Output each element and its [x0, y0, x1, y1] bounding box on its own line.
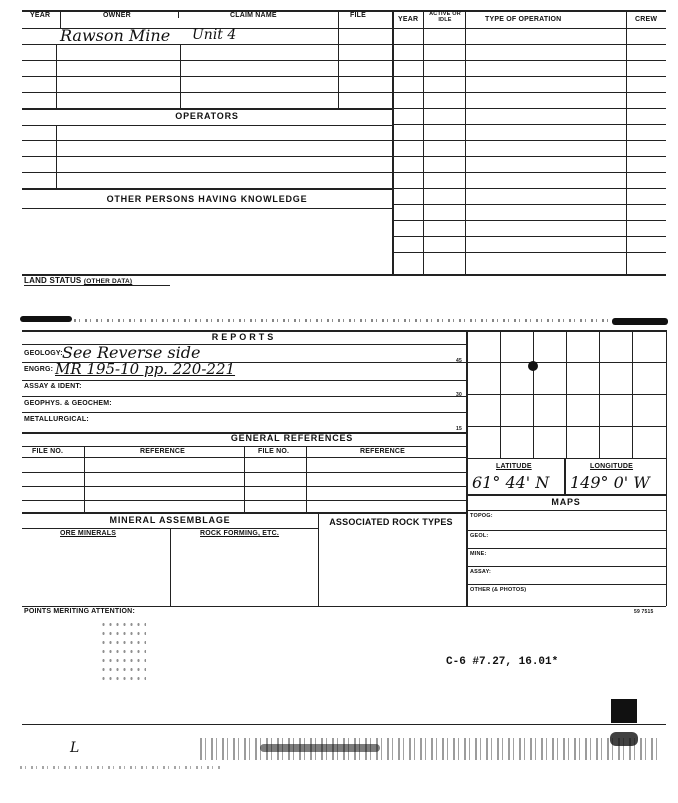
latitude-value: 61° 44' N: [472, 473, 550, 492]
engrg-value: MR 195-10 pp. 220-221: [55, 360, 236, 378]
general-references-title: GENERAL REFERENCES: [230, 433, 354, 443]
header-year-2: YEAR: [398, 16, 419, 23]
geology-value: See Reverse side: [62, 343, 201, 362]
associated-rock-types-text: ASSOCIATED ROCK TYPES: [329, 517, 453, 527]
side-number-30: 30: [456, 392, 462, 398]
metallurgical-label: METALLURGICAL:: [24, 416, 89, 423]
engrg-label: ENGRG:: [24, 366, 54, 373]
header-file: FILE: [350, 12, 366, 19]
operators-label: OPERATORS: [175, 111, 239, 121]
maps-title: MAPS: [551, 497, 581, 507]
maps-assay: ASSAY:: [470, 569, 492, 575]
mineral-assemblage-title: MINERAL ASSEMBLAGE: [109, 515, 231, 525]
land-status-label: [24, 276, 132, 285]
form-number: 59 7515: [634, 609, 654, 615]
rock-forming-label: ROCK FORMING, ETC.: [200, 530, 280, 537]
side-number-15: 15: [456, 426, 462, 432]
longitude-value: 149° 0' W: [570, 473, 650, 492]
header-active-or-idle-text: ACTIVE OR IDLE: [429, 11, 461, 23]
side-number-45: 45: [456, 358, 462, 364]
typed-note: C-6 #7.27, 16.01*: [446, 656, 559, 668]
maps-mine: MINE:: [470, 551, 487, 557]
header-claim-name: CLAIM NAME: [230, 12, 277, 19]
col-reference-2: REFERENCE: [360, 448, 405, 455]
geophys-label: GEOPHYS. & GEOCHEM:: [24, 400, 112, 407]
location-dot-icon: [528, 361, 538, 371]
header-active-or-idle: [426, 11, 464, 23]
header-type-of-operation: TYPE OF OPERATION: [485, 16, 562, 23]
maps-geol: GEOL:: [470, 533, 489, 539]
header-year: YEAR: [30, 12, 51, 19]
footer-mark: L: [70, 740, 80, 756]
longitude-label: LONGITUDE: [590, 463, 634, 470]
col-file-no: FILE NO.: [32, 448, 64, 455]
land-status-note: (OTHER DATA): [83, 278, 133, 285]
reports-title: REPORTS: [211, 332, 277, 342]
land-status-title: LAND STATUS: [24, 276, 82, 285]
col-file-no-2: FILE NO.: [258, 448, 290, 455]
header-owner: OWNER: [103, 12, 131, 19]
col-reference: REFERENCE: [140, 448, 185, 455]
other-persons-label: OTHER PERSONS HAVING KNOWLEDGE: [106, 194, 308, 204]
owner-entry: Rawson Mine: [60, 26, 171, 45]
associated-rock-types: [326, 517, 456, 527]
header-crew: CREW: [635, 16, 658, 23]
maps-other: OTHER (& PHOTOS): [470, 587, 527, 593]
latitude-label: LATITUDE: [496, 463, 532, 470]
points-label: POINTS MERITING ATTENTION:: [24, 608, 135, 615]
geology-label: GEOLOGY:: [24, 350, 63, 357]
claim-name-entry: Unit 4: [192, 27, 237, 43]
maps-topog: TOPOG:: [470, 513, 493, 519]
assay-label: ASSAY & IDENT:: [24, 383, 82, 390]
ore-minerals-label: ORE MINERALS: [60, 530, 117, 537]
